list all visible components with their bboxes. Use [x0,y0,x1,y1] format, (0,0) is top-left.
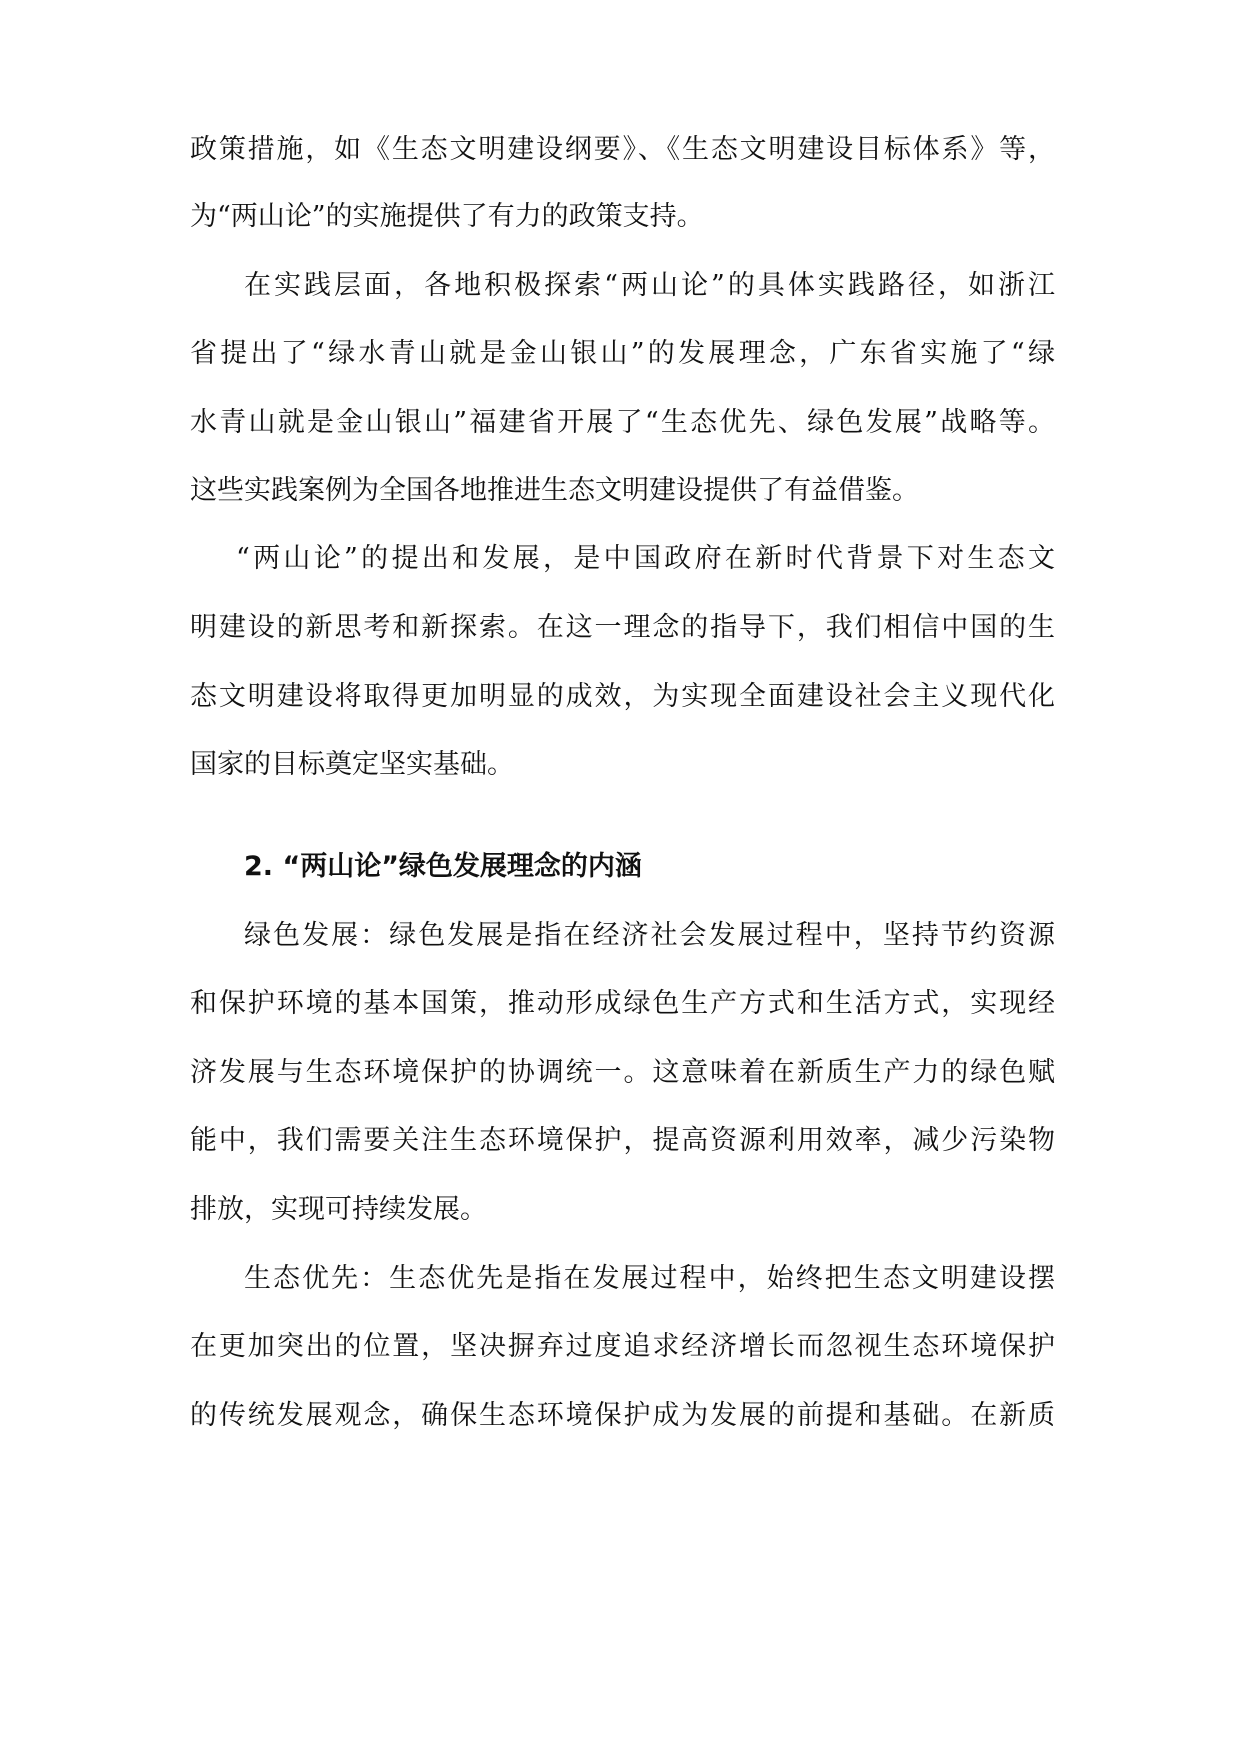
text-line: 排放，实现可持续发展。 [190,1194,487,1225]
text-line: 省提出了“绿水青山就是金山银山”的发展理念，广东省实施了“绿 [190,338,1055,369]
text-line: 国家的目标奠定坚实基础。 [190,749,514,780]
text-line: 生态优先：生态优先是指在发展过程中，始终把生态文明建设摆 [244,1263,1055,1294]
text-line: “两山论”的提出和发展，是中国政府在新时代背景下对生态文 [236,543,1055,574]
text-line: 能中，我们需要关注生态环境保护，提高资源利用效率，减少污染物 [190,1125,1055,1156]
text-line: 的传统发展观念，确保生态环境保护成为发展的前提和基础。在新质 [190,1400,1055,1431]
text-line: 这些实践案例为全国各地推进生态文明建设提供了有益借鉴。 [190,475,919,506]
text-line: 济发展与生态环境保护的协调统一。这意味着在新质生产力的绿色赋 [190,1057,1055,1088]
text-line: 为“两山论”的实施提供了有力的政策支持。 [190,201,704,232]
text-line: 绿色发展：绿色发展是指在经济社会发展过程中，坚持节约资源 [244,920,1055,951]
text-line: 和保护环境的基本国策，推动形成绿色生产方式和生活方式，实现经 [190,988,1055,1019]
text-line: 在更加突出的位置，坚决摒弃过度追求经济增长而忽视生态环境保护 [190,1331,1055,1362]
text-line: 在实践层面，各地积极探索“两山论”的具体实践路径，如浙江 [244,270,1055,301]
text-line: 态文明建设将取得更加明显的成效，为实现全面建设社会主义现代化 [190,681,1055,712]
text-line: 明建设的新思考和新探索。在这一理念的指导下，我们相信中国的生 [190,612,1055,643]
section-heading: 2. “两山论”绿色发展理念的内涵 [244,851,642,882]
text-line: 政策措施，如《生态文明建设纲要》、《生态文明建设目标体系》等， [190,134,1055,165]
text-line: 水青山就是金山银山”福建省开展了“生态优先、绿色发展”战略等。 [190,407,1055,438]
